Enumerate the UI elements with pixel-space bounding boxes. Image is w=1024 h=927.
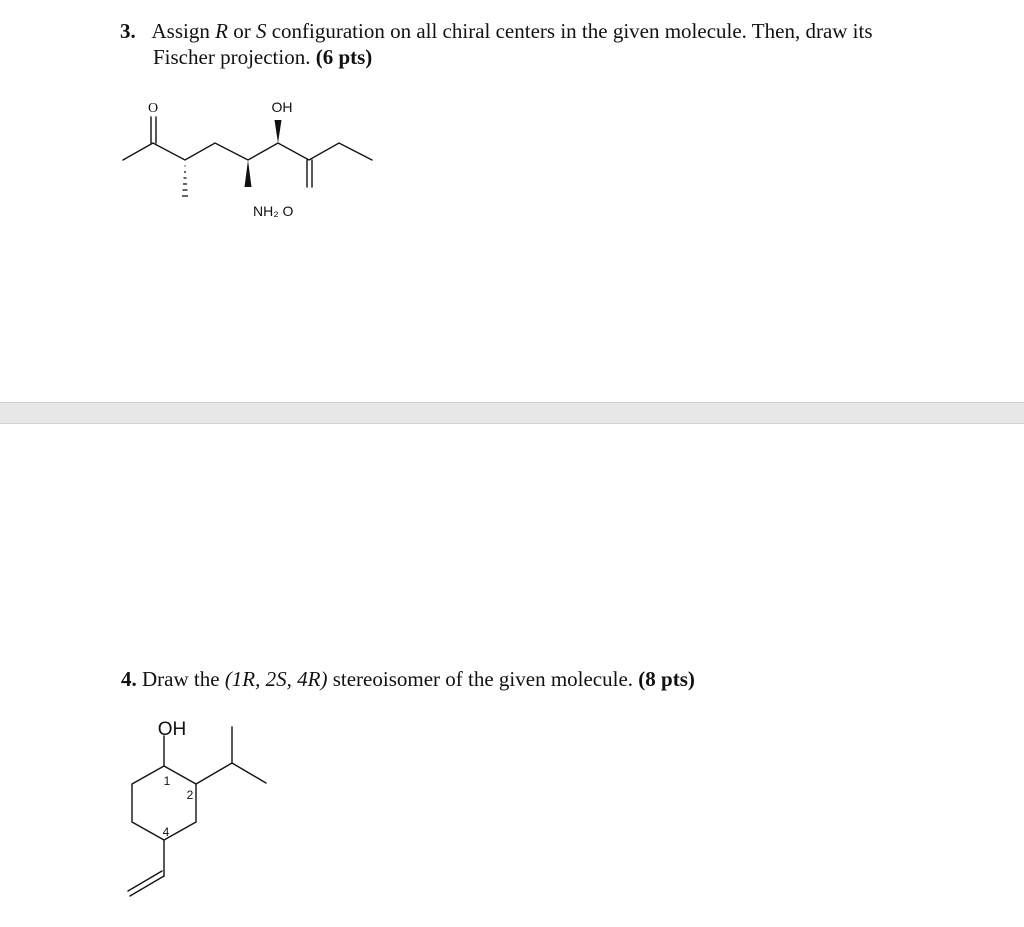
question-4-configuration: (1R, 2S, 4R) [224,667,328,691]
question-3-text-a: Assign [151,19,216,43]
question-3-line-2-text: Fischer projection. [153,45,316,69]
carbon-chain [123,143,372,160]
question-3-molecule-structure [110,90,400,225]
question-3-s-letter: S [255,19,267,43]
question-3-r-letter: R [215,19,228,43]
section-divider [0,402,1024,424]
question-4-prompt [121,666,695,692]
isopropyl-methyl-right [232,763,266,783]
bold-wedge-bond-to-hydroxyl [275,120,282,143]
hydroxyl-label: OH [157,719,187,740]
hashed-wedge-bond [182,166,188,196]
question-4-molecule-structure [110,710,290,910]
locant-4: 4 [162,825,170,839]
locant-2: 2 [186,788,194,802]
vinyl-double-bond-line-2 [128,871,162,891]
carbonyl-oxygen-label: O [147,101,159,116]
question-4-text-b: stereoisomer of the given molecule. [327,667,639,691]
question-3-text-c: configuration on all chiral centers in the given molecule. Then, draw its [266,19,873,43]
question-4-points: (8 pts) [638,667,695,691]
amine-ketone-label: NH₂ O [253,203,294,219]
question-3-points: (6 pts) [315,45,373,69]
question-4-number: 4. [121,667,137,691]
question-3-text-b: or [227,19,256,43]
bold-wedge-bond-to-amine [245,160,252,187]
locant-1: 1 [163,774,171,788]
question-3-prompt-line-1 [120,18,873,44]
question-3-number: 3. [120,19,136,43]
question-4-text-a: Draw the [136,667,225,691]
vinyl-double-bond-line-1 [130,876,164,896]
question-3-prompt-line-2 [153,44,372,70]
hydroxyl-label: OH [271,99,293,115]
isopropyl-bond [196,763,232,784]
